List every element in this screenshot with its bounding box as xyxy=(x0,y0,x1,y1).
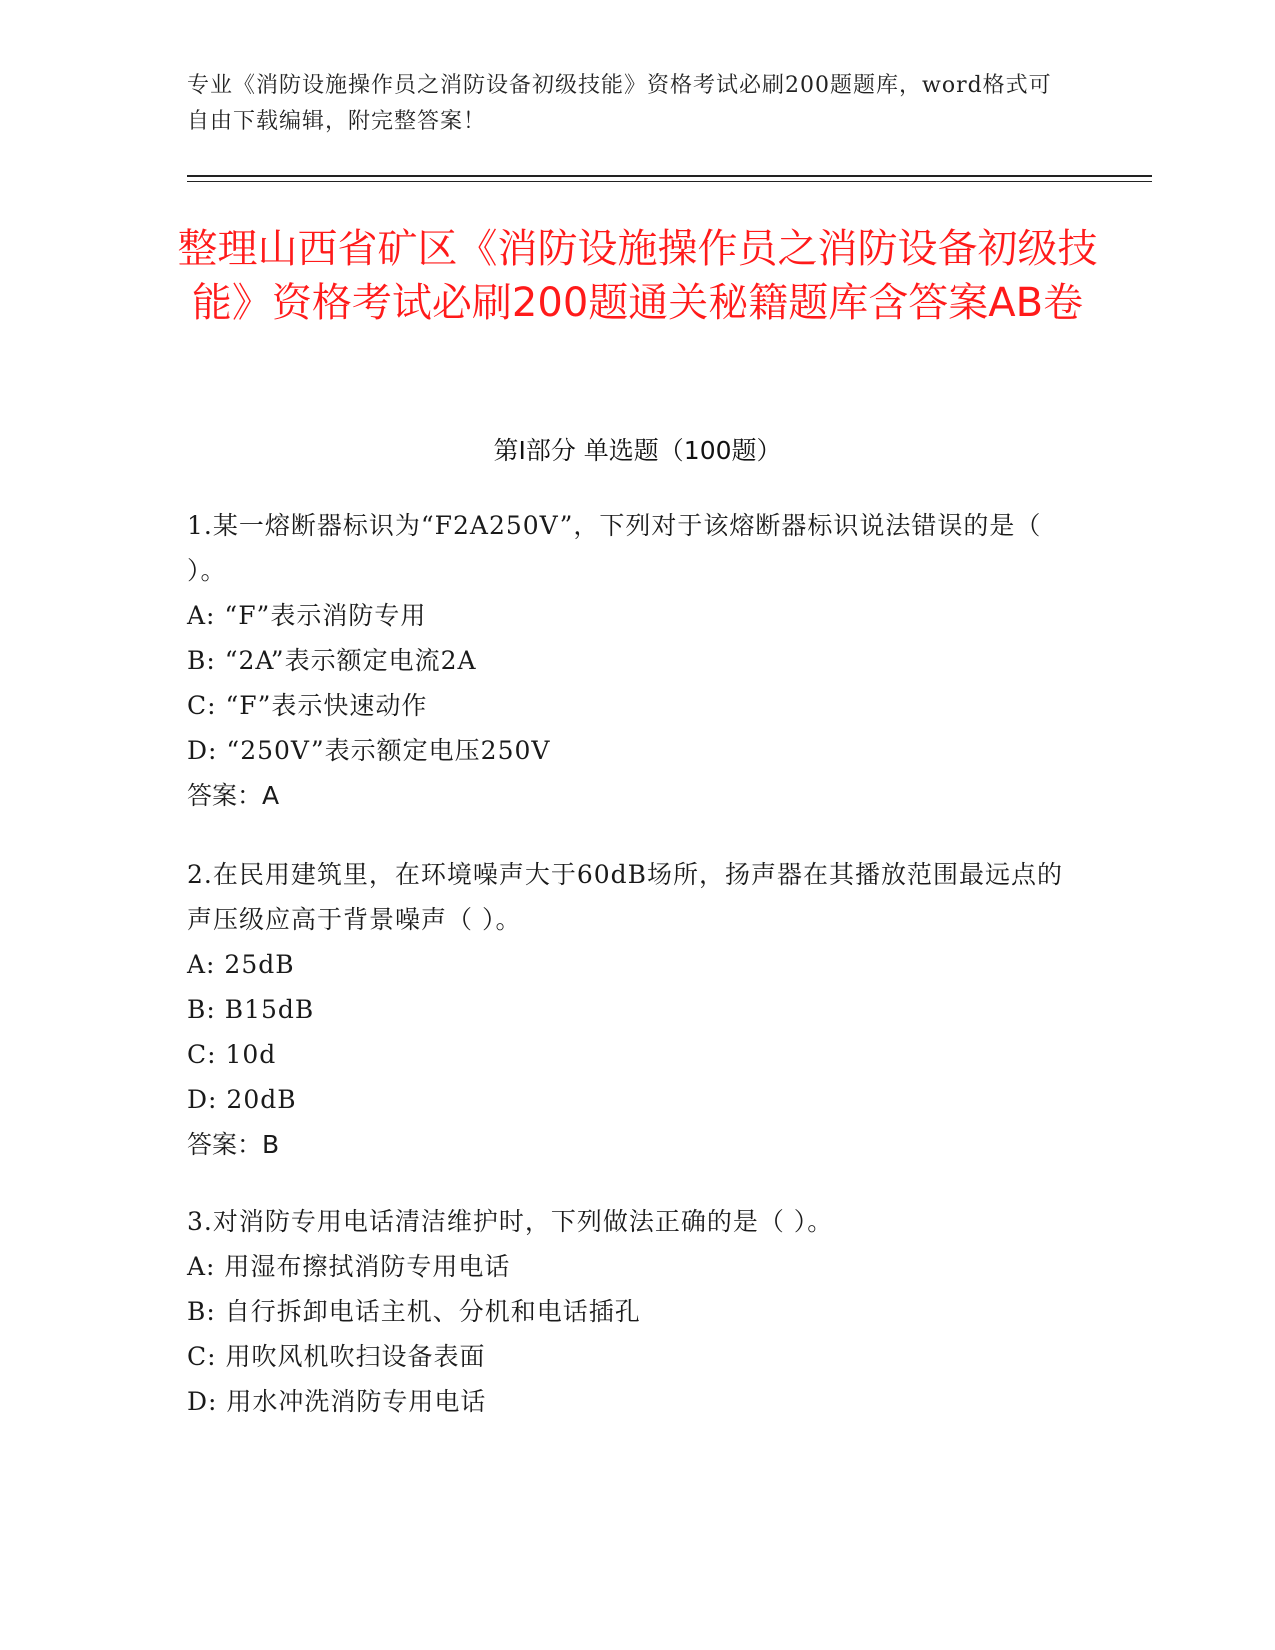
section-title: 第I部分 单选题（100题） xyxy=(493,436,782,465)
answer: 答案：B xyxy=(187,1130,280,1159)
option-c: C: 用吹风机吹扫设备表面 xyxy=(187,1342,486,1371)
answer: 答案：A xyxy=(187,781,280,810)
option-b: B: B15dB xyxy=(187,995,315,1024)
option-a: A: “F”表示消防专用 xyxy=(187,601,427,630)
header-divider-thick xyxy=(187,175,1152,177)
option-a: A: 25dB xyxy=(187,950,295,979)
question-stem: 1.某一熔断器标识为“F2A250V”，下列对于该熔断器标识说法错误的是（ ）。 xyxy=(187,511,1042,585)
option-b: B: 自行拆卸电话主机、分机和电话插孔 xyxy=(187,1297,641,1326)
header-divider-thin xyxy=(187,181,1152,182)
document-title: 整理山西省矿区《消防设施操作员之消防设备初级技能》资格考试必刷200题通关秘籍题库含答案AB卷 xyxy=(177,226,1098,326)
option-d: D: 用水冲洗消防专用电话 xyxy=(187,1387,487,1416)
question-3 xyxy=(187,1199,1077,1424)
option-c: C: “F”表示快速动作 xyxy=(187,691,428,720)
option-d: D: 20dB xyxy=(187,1085,297,1114)
option-c: C: 10d xyxy=(187,1040,277,1069)
question-1 xyxy=(187,503,1077,818)
option-a: A: 用湿布擦拭消防专用电话 xyxy=(187,1252,511,1281)
question-2 xyxy=(187,852,1077,1167)
header-note: 专业《消防设施操作员之消防设备初级技能》资格考试必刷200题题库，word格式可自由下载编辑，附完整答案！ xyxy=(187,73,1052,134)
question-stem: 3.对消防专用电话清洁维护时，下列做法正确的是（ ）。 xyxy=(187,1207,834,1236)
question-stem: 2.在民用建筑里，在环境噪声大于60dB场所，扬声器在其播放范围最远点的声压级应高于背景噪声（ ）。 xyxy=(187,860,1064,934)
option-b: B: “2A”表示额定电流2A xyxy=(187,646,477,675)
option-d: D: “250V”表示额定电压250V xyxy=(187,736,551,765)
